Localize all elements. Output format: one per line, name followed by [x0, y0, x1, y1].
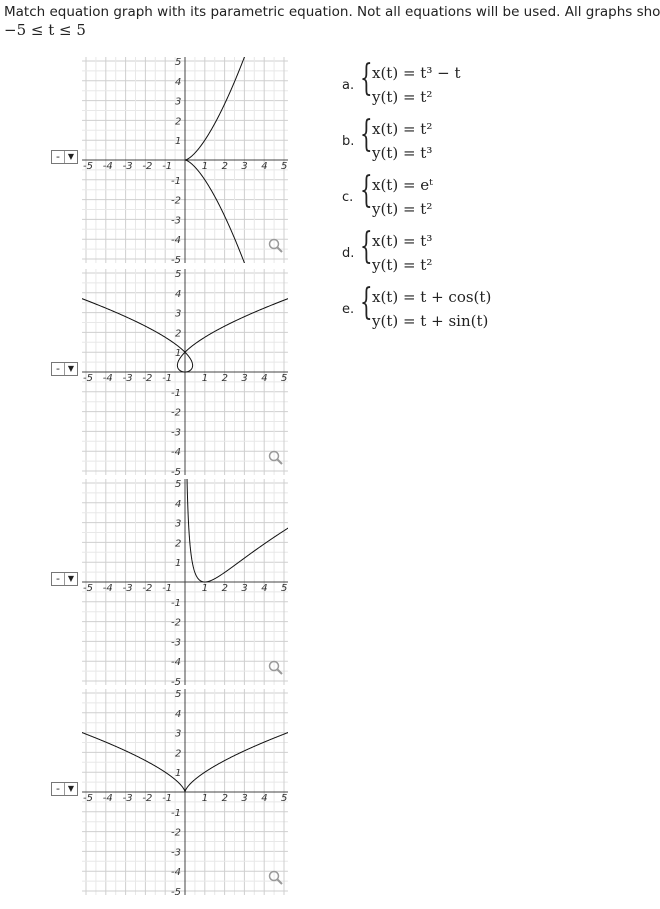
y-tick-label: -1 [171, 387, 181, 399]
x-tick-label: -1 [162, 161, 173, 172]
x-tick-label: 3 [241, 373, 248, 384]
brace-icon: { [360, 282, 373, 323]
x-tick-label: 2 [221, 161, 228, 172]
x-tick-label: -5 [83, 793, 93, 804]
answer-select[interactable] [51, 572, 78, 586]
y-tick-label: -5 [171, 467, 181, 478]
y-tick-label: 3 [175, 728, 182, 740]
brace-icon: { [360, 170, 373, 211]
chevron-down-icon: ▼ [64, 363, 77, 375]
magnifier-icon[interactable] [270, 452, 283, 465]
y-tick-label: -2 [171, 407, 181, 419]
equation-y: y(t) = t² [372, 200, 433, 218]
equation-x: x(t) = t² [372, 120, 433, 138]
x-tick-label: 1 [201, 161, 209, 172]
y-tick-label: 2 [175, 116, 182, 128]
x-tick-label: -5 [83, 583, 93, 594]
x-tick-label: 1 [201, 793, 209, 804]
y-tick-label: -5 [171, 677, 181, 688]
answer-select[interactable] [51, 150, 78, 164]
equation-letter: d. [342, 246, 355, 261]
instructions: Match equation graph with its parametric equation. Not all equations will be used. All graphs sho [4, 4, 660, 20]
x-tick-label: -2 [142, 793, 153, 804]
y-tick-label: -2 [171, 195, 181, 207]
y-tick-label: -1 [171, 807, 181, 819]
x-tick-label: 1 [201, 373, 209, 384]
select-value: - [56, 150, 60, 163]
y-tick-label: 4 [175, 76, 182, 88]
y-tick-label: -3 [171, 637, 181, 649]
x-tick-label: -4 [102, 793, 113, 804]
x-tick-label: -2 [142, 161, 153, 172]
x-tick-label: -1 [162, 373, 173, 384]
x-tick-label: 2 [221, 793, 228, 804]
parametric-graph-3 [80, 472, 290, 688]
y-tick-label: 2 [175, 538, 182, 550]
y-tick-label: -3 [171, 427, 181, 439]
x-tick-label: 2 [221, 373, 228, 384]
x-tick-label: -3 [122, 793, 133, 804]
x-tick-label: 4 [261, 793, 268, 804]
x-tick-label: 5 [281, 373, 288, 384]
x-tick-label: 4 [261, 373, 268, 384]
equation-letter: c. [342, 190, 354, 205]
x-tick-label: -4 [102, 161, 113, 172]
x-tick-label: 4 [261, 161, 268, 172]
select-value: - [56, 572, 60, 585]
y-tick-label: -4 [171, 235, 181, 247]
y-tick-label: 5 [175, 57, 182, 68]
answer-select[interactable] [51, 782, 78, 796]
y-tick-label: -1 [171, 597, 181, 609]
brace-icon: { [360, 58, 373, 99]
y-tick-label: 5 [175, 479, 182, 490]
y-tick-label: 3 [175, 518, 182, 530]
x-tick-label: 1 [201, 583, 209, 594]
brace-icon: { [360, 226, 373, 267]
x-tick-label: 3 [241, 583, 248, 594]
x-tick-label: 5 [281, 583, 288, 594]
chevron-down-icon: ▼ [64, 783, 77, 795]
y-tick-label: -2 [171, 617, 181, 629]
y-tick-label: 2 [175, 748, 182, 760]
equation-letter: a. [342, 78, 355, 93]
x-tick-label: 5 [281, 161, 288, 172]
y-tick-label: 4 [175, 498, 182, 510]
x-tick-label: -2 [142, 583, 153, 594]
x-tick-label: 2 [221, 583, 228, 594]
y-tick-label: -3 [171, 847, 181, 859]
x-tick-label: -3 [122, 161, 133, 172]
x-tick-label: 5 [281, 793, 288, 804]
t-range: −5 ≤ t ≤ 5 [4, 21, 86, 39]
y-tick-label: -4 [171, 447, 181, 459]
y-tick-label: 1 [175, 558, 182, 570]
equation-letter: e. [342, 302, 355, 317]
y-tick-label: -1 [171, 175, 181, 187]
y-tick-label: -5 [171, 255, 181, 266]
parametric-graph-4 [80, 682, 290, 898]
equation-y: y(t) = t² [372, 256, 433, 274]
magnifier-icon[interactable] [270, 662, 283, 675]
magnifier-icon[interactable] [270, 872, 283, 885]
y-tick-label: -3 [171, 215, 181, 227]
y-tick-label: -5 [171, 887, 181, 898]
x-tick-label: -4 [102, 583, 113, 594]
equation-x: x(t) = t³ − t [372, 64, 461, 82]
y-tick-label: -4 [171, 867, 181, 879]
chevron-down-icon: ▼ [64, 151, 77, 163]
parametric-graph-2 [80, 262, 290, 478]
y-tick-label: 1 [175, 768, 182, 780]
brace-icon: { [360, 114, 373, 155]
equation-x: x(t) = t³ [372, 232, 433, 250]
x-tick-label: -3 [122, 373, 133, 384]
parametric-graph-1 [80, 50, 290, 266]
y-tick-label: 4 [175, 288, 182, 300]
equation-x: x(t) = t + cos(t) [372, 288, 492, 306]
x-tick-label: -4 [102, 373, 113, 384]
x-tick-label: -5 [83, 161, 93, 172]
y-tick-label: 1 [175, 136, 182, 148]
equation-y: y(t) = t + sin(t) [372, 312, 489, 330]
answer-select[interactable] [51, 362, 78, 376]
x-tick-label: 4 [261, 583, 268, 594]
x-tick-label: 3 [241, 793, 248, 804]
y-tick-label: 1 [175, 348, 182, 360]
chevron-down-icon: ▼ [64, 573, 77, 585]
y-tick-label: 5 [175, 269, 182, 280]
x-tick-label: -1 [162, 793, 173, 804]
x-tick-label: -5 [83, 373, 93, 384]
y-tick-label: -2 [171, 827, 181, 839]
x-tick-label: -1 [162, 583, 173, 594]
y-tick-label: -4 [171, 657, 181, 669]
equation-letter: b. [342, 134, 355, 149]
x-tick-label: 3 [241, 161, 248, 172]
x-tick-label: -2 [142, 373, 153, 384]
x-tick-label: -3 [122, 583, 133, 594]
equation-y: y(t) = t³ [372, 144, 433, 162]
y-tick-label: 2 [175, 328, 182, 340]
y-tick-label: 3 [175, 308, 182, 320]
select-value: - [56, 362, 60, 375]
magnifier-icon[interactable] [270, 240, 283, 253]
select-value: - [56, 782, 60, 795]
equation-x: x(t) = eᵗ [372, 176, 433, 194]
y-tick-label: 5 [175, 689, 182, 700]
y-tick-label: 4 [175, 708, 182, 720]
equation-y: y(t) = t² [372, 88, 433, 106]
y-tick-label: 3 [175, 96, 182, 108]
